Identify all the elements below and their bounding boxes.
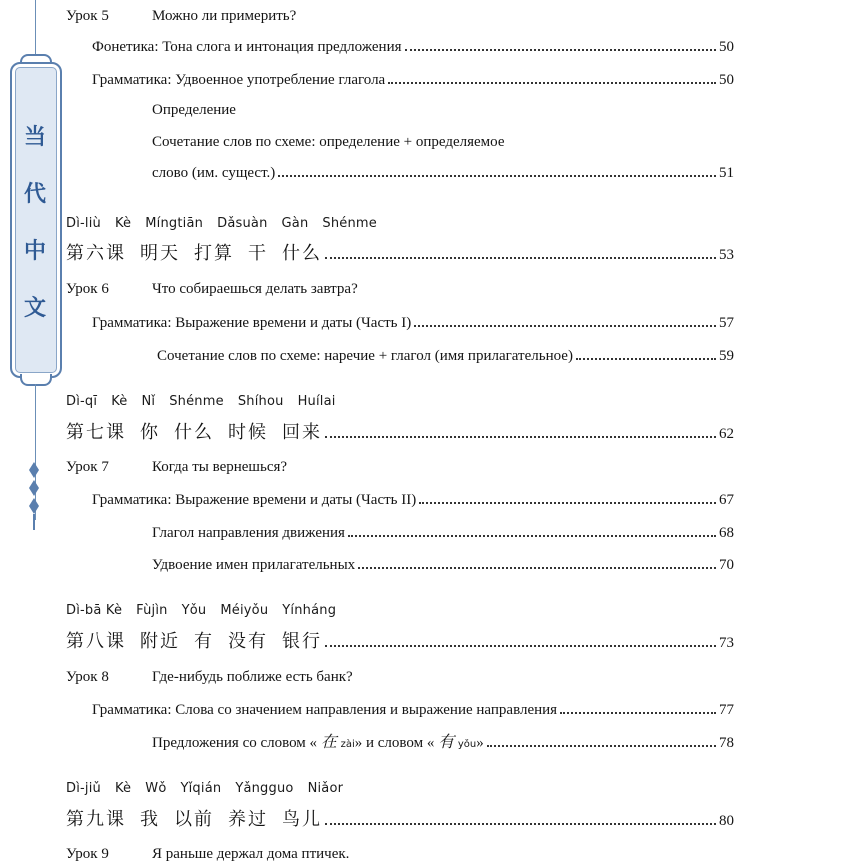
page-number: 62 [719, 426, 734, 442]
lesson-title: Урок 6 Что собираешься делать завтра? [66, 281, 358, 297]
toc-entry[interactable]: Предложения со словом « 在 zài» и словом « 有 yǒu» 78 [152, 732, 734, 751]
page-number: 59 [719, 348, 734, 364]
dot-leader [358, 567, 716, 569]
dot-leader [405, 49, 716, 51]
page-number: 77 [719, 702, 734, 718]
bookmark-char: 文 [23, 295, 46, 321]
pinyin-title: Dì-qī Kè Nǐ Shénme Shíhou Huílai [66, 394, 336, 409]
bookmark-label [10, 62, 62, 378]
toc-subentry[interactable]: Сочетание слов по схеме: определение + определяемое [152, 134, 505, 150]
bookmark-char: 中 [23, 238, 46, 264]
dot-leader [576, 358, 716, 360]
toc-entry-chinese[interactable]: 第九课 我 以前 养过 鸟儿 80 [66, 809, 734, 830]
pinyin-title: Dì-liù Kè Míngtiān Dǎsuàn Gàn Shénme [66, 216, 377, 231]
toc-entry-chinese[interactable]: 第八课 附近 有 没有 银行 73 [66, 631, 734, 652]
toc-entry[interactable]: Сочетание слов по схеме: наречие + глагол (имя прилагательное) 59 [157, 348, 734, 364]
bookmark-cap-bottom [20, 374, 52, 386]
lesson-title: Урок 5 Можно ли примерить? [66, 8, 297, 24]
toc-entry[interactable]: Глагол направления движения 68 [152, 525, 734, 541]
pinyin-title: Dì-jiǔ Kè Wǒ Yǐqián Yǎngguo Niǎor [66, 781, 344, 796]
dot-leader [348, 535, 716, 537]
dot-leader [325, 823, 716, 825]
page-number: 68 [719, 525, 734, 541]
lesson-title: Урок 9 Я раньше держал дома птичек. [66, 846, 350, 862]
page-number: 67 [719, 492, 734, 508]
toc-entry[interactable]: Грамматика: Слова со значением направления и выражение направления 77 [92, 702, 734, 718]
page-number: 57 [719, 315, 734, 331]
toc-entry[interactable]: слово (им. сущест.) 51 [152, 165, 734, 181]
dot-leader [325, 257, 716, 259]
page-number: 51 [719, 165, 734, 181]
page-number: 70 [719, 557, 734, 573]
dot-leader [325, 645, 716, 647]
pinyin-title: Dì-bā Kè Fùjìn Yǒu Méiyǒu Yínháng [66, 603, 337, 618]
dot-leader [419, 502, 716, 504]
tassel-ornament [27, 462, 41, 478]
dot-leader [388, 82, 716, 84]
bookmark-char: 当 [23, 124, 46, 150]
dot-leader [278, 175, 716, 177]
toc-entry[interactable]: Грамматика: Выражение времени и даты (Часть II) 67 [92, 492, 734, 508]
lesson-title: Урок 7 Когда ты вернешься? [66, 459, 288, 475]
page-number: 53 [719, 247, 734, 263]
toc-subentry[interactable]: Определение [152, 102, 236, 118]
page-number: 78 [719, 735, 734, 751]
toc-entry-chinese[interactable]: 第六课 明天 打算 干 什么 53 [66, 243, 734, 264]
dot-leader [487, 745, 716, 747]
dot-leader [414, 325, 716, 327]
page-number: 50 [719, 39, 734, 55]
page-number: 80 [719, 813, 734, 829]
toc-entry[interactable]: Грамматика: Выражение времени и даты (Часть I) 57 [92, 315, 734, 331]
toc-entry-chinese[interactable]: 第七课 你 什么 时候 回来 62 [66, 422, 734, 443]
toc-entry[interactable]: Грамматика: Удвоенное употребление глагола 50 [92, 72, 734, 88]
lesson-title: Урок 8 Где-нибудь поближе есть банк? [66, 669, 353, 685]
spine-line [35, 384, 36, 464]
page-number: 50 [719, 72, 734, 88]
dot-leader [560, 712, 716, 714]
bookmark-char: 代 [23, 181, 46, 207]
toc-entry[interactable]: Фонетика: Тона слога и интонация предложения 50 [92, 39, 734, 55]
toc-entry[interactable]: Удвоение имен прилагательных 70 [152, 557, 734, 573]
dot-leader [325, 436, 716, 438]
page-number: 73 [719, 635, 734, 651]
